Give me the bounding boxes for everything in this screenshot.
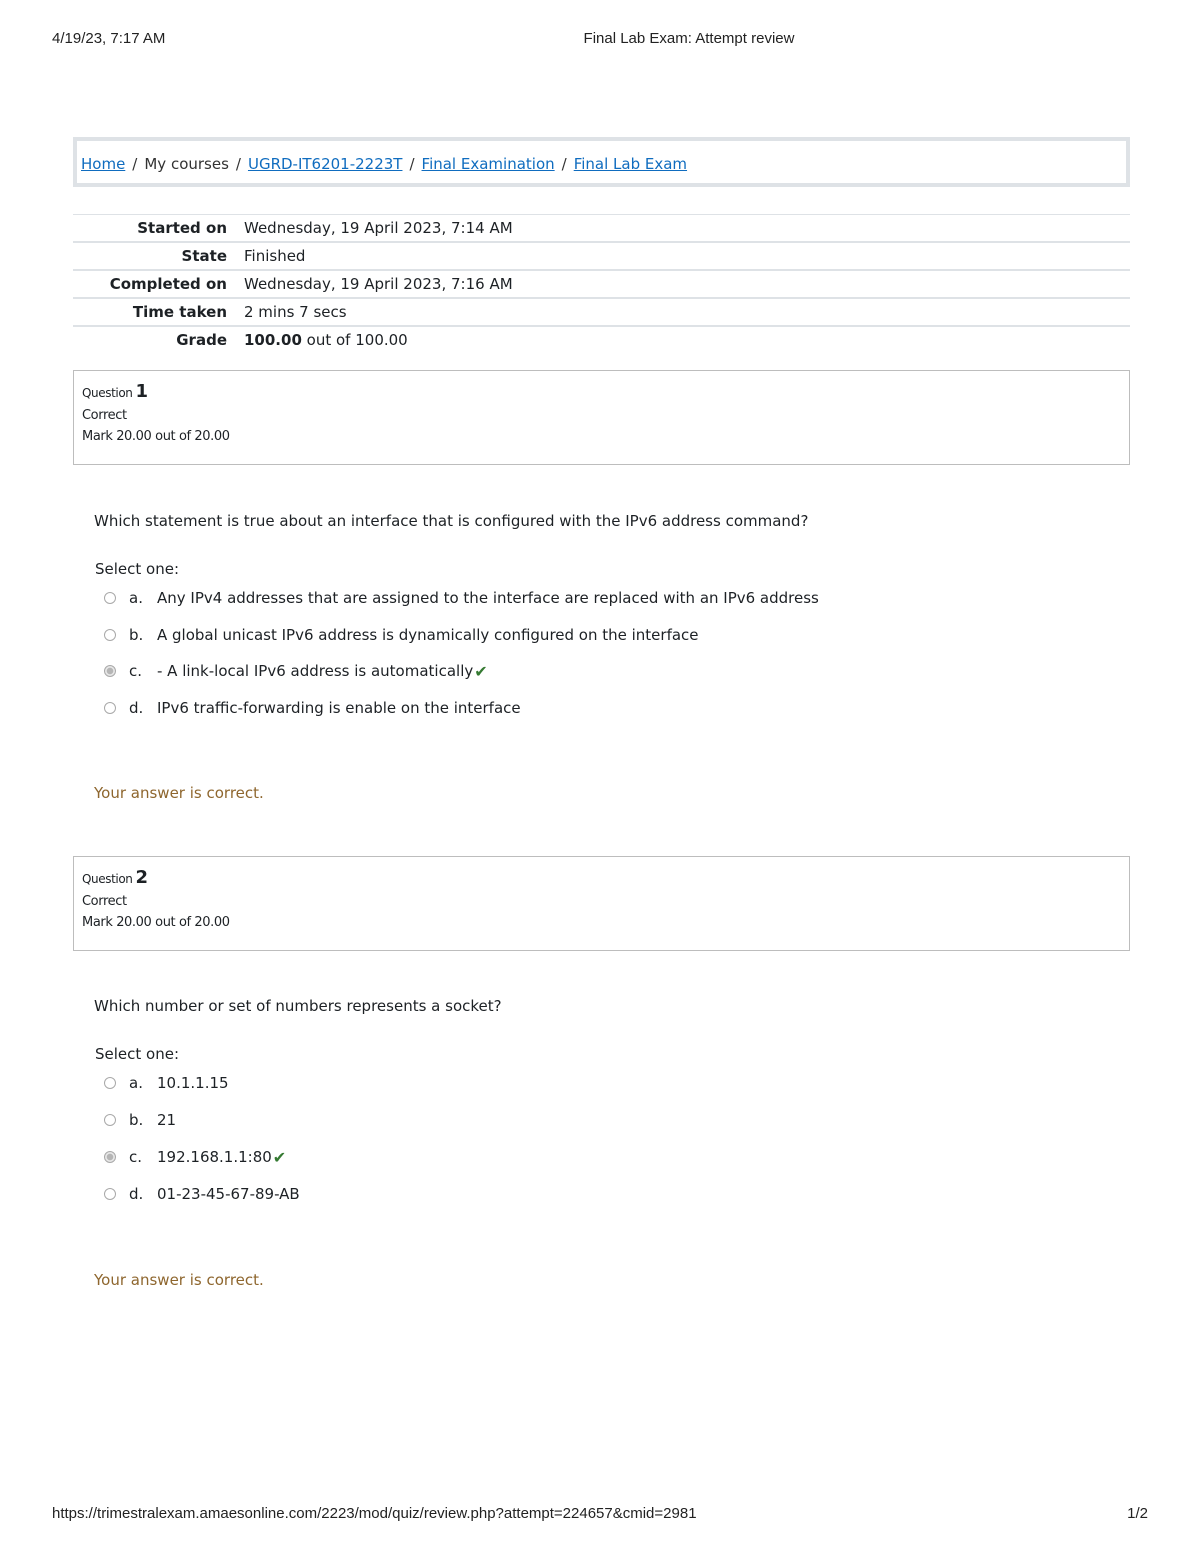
- radio-button-checked[interactable]: [104, 1151, 116, 1163]
- question-status: Correct: [82, 894, 127, 909]
- breadcrumb-home-link[interactable]: Home: [81, 155, 126, 173]
- print-title: Final Lab Exam: Attempt review: [583, 30, 795, 47]
- question-status: Correct: [82, 408, 127, 423]
- grade-value: 100.00: [244, 331, 302, 349]
- question-text: Which number or set of numbers represents a socket?: [94, 997, 502, 1015]
- answer-option[interactable]: [104, 698, 521, 718]
- radio-button[interactable]: [104, 1188, 116, 1200]
- breadcrumb-separator: /: [409, 155, 415, 173]
- option-text: A global unicast IPv6 address is dynamically configured on the interface: [157, 626, 699, 644]
- radio-button[interactable]: [104, 1077, 116, 1089]
- question-number: [82, 381, 1129, 402]
- question-mark: Mark 20.00 out of 20.00: [82, 915, 230, 930]
- radio-button[interactable]: [104, 592, 116, 604]
- summary-label: Grade: [176, 331, 227, 349]
- option-letter: b.: [129, 626, 144, 644]
- breadcrumb-separator: /: [561, 155, 567, 173]
- breadcrumb-separator: /: [235, 155, 241, 173]
- answer-option[interactable]: [104, 588, 819, 608]
- summary-label: State: [181, 247, 227, 265]
- check-mark-icon: ✔: [272, 1147, 287, 1167]
- breadcrumb-course-link[interactable]: UGRD-IT6201-2223T: [247, 155, 403, 173]
- option-text: 21: [157, 1111, 177, 1129]
- attempt-summary-table: [73, 214, 1130, 353]
- question-label: Question: [82, 386, 133, 400]
- summary-value: Finished: [244, 247, 306, 265]
- summary-row-state: [73, 242, 1130, 270]
- select-one-prompt: Select one:: [95, 1045, 180, 1063]
- breadcrumb-separator: /: [132, 155, 138, 173]
- question-info-box: [73, 856, 1130, 951]
- summary-row-time-taken: [73, 298, 1130, 326]
- page-number: 1/2: [1127, 1505, 1148, 1522]
- question-info-box: [73, 370, 1130, 465]
- summary-row-completed: [73, 270, 1130, 298]
- option-letter: c.: [129, 1148, 143, 1166]
- select-one-prompt: Select one:: [95, 560, 180, 578]
- summary-value: [244, 326, 1130, 353]
- answer-option[interactable]: [104, 1110, 176, 1130]
- answer-option-selected[interactable]: [104, 1147, 286, 1167]
- answer-option-selected[interactable]: [104, 661, 488, 681]
- question-mark: Mark 20.00 out of 20.00: [82, 429, 230, 444]
- option-text: 192.168.1.1:80: [157, 1148, 272, 1166]
- radio-button[interactable]: [104, 629, 116, 641]
- option-letter: c.: [129, 662, 143, 680]
- option-text: 01-23-45-67-89-AB: [157, 1185, 300, 1203]
- option-text: 10.1.1.15: [157, 1074, 229, 1092]
- breadcrumb-section-link[interactable]: Final Examination: [421, 155, 555, 173]
- radio-button[interactable]: [104, 1114, 116, 1126]
- breadcrumb-quiz-link[interactable]: Final Lab Exam: [573, 155, 688, 173]
- option-letter: a.: [129, 589, 143, 607]
- answer-option[interactable]: [104, 1184, 300, 1204]
- radio-button-checked[interactable]: [104, 665, 116, 677]
- summary-label: Time taken: [132, 303, 227, 321]
- option-letter: a.: [129, 1074, 143, 1092]
- breadcrumb: [73, 137, 1130, 187]
- answer-option[interactable]: [104, 1073, 229, 1093]
- answer-feedback: Your answer is correct.: [94, 1271, 264, 1289]
- question-text: Which statement is true about an interface that is configured with the IPv6 address command?: [94, 512, 809, 530]
- answer-feedback: Your answer is correct.: [94, 784, 264, 802]
- option-letter: d.: [129, 1185, 144, 1203]
- question-number: [82, 867, 1129, 888]
- question-number-value: 2: [135, 867, 148, 888]
- summary-value: Wednesday, 19 April 2023, 7:16 AM: [244, 275, 513, 293]
- summary-label: Started on: [137, 219, 227, 237]
- page-url: https://trimestralexam.amaesonline.com/2223/mod/quiz/review.php?attempt=224657&cmid=2981: [52, 1505, 697, 1522]
- grade-suffix: out of 100.00: [306, 331, 408, 349]
- option-text: IPv6 traffic-forwarding is enable on the interface: [157, 699, 521, 717]
- option-letter: d.: [129, 699, 144, 717]
- option-letter: b.: [129, 1111, 144, 1129]
- print-datetime: 4/19/23, 7:17 AM: [52, 30, 166, 47]
- option-text: Any IPv4 addresses that are assigned to the interface are replaced with an IPv6 address: [157, 589, 819, 607]
- breadcrumb-my-courses: My courses: [144, 155, 229, 173]
- summary-row-grade: [73, 326, 1130, 353]
- summary-row-started: [73, 215, 1130, 243]
- option-text: - A link-local IPv6 address is automatically: [157, 662, 474, 680]
- summary-value: Wednesday, 19 April 2023, 7:14 AM: [244, 219, 513, 237]
- answer-option[interactable]: [104, 625, 699, 645]
- radio-button[interactable]: [104, 702, 116, 714]
- question-label: Question: [82, 872, 133, 886]
- question-number-value: 1: [135, 381, 148, 402]
- check-mark-icon: ✔: [474, 661, 488, 681]
- summary-label: Completed on: [109, 275, 227, 293]
- summary-value: 2 mins 7 secs: [244, 303, 347, 321]
